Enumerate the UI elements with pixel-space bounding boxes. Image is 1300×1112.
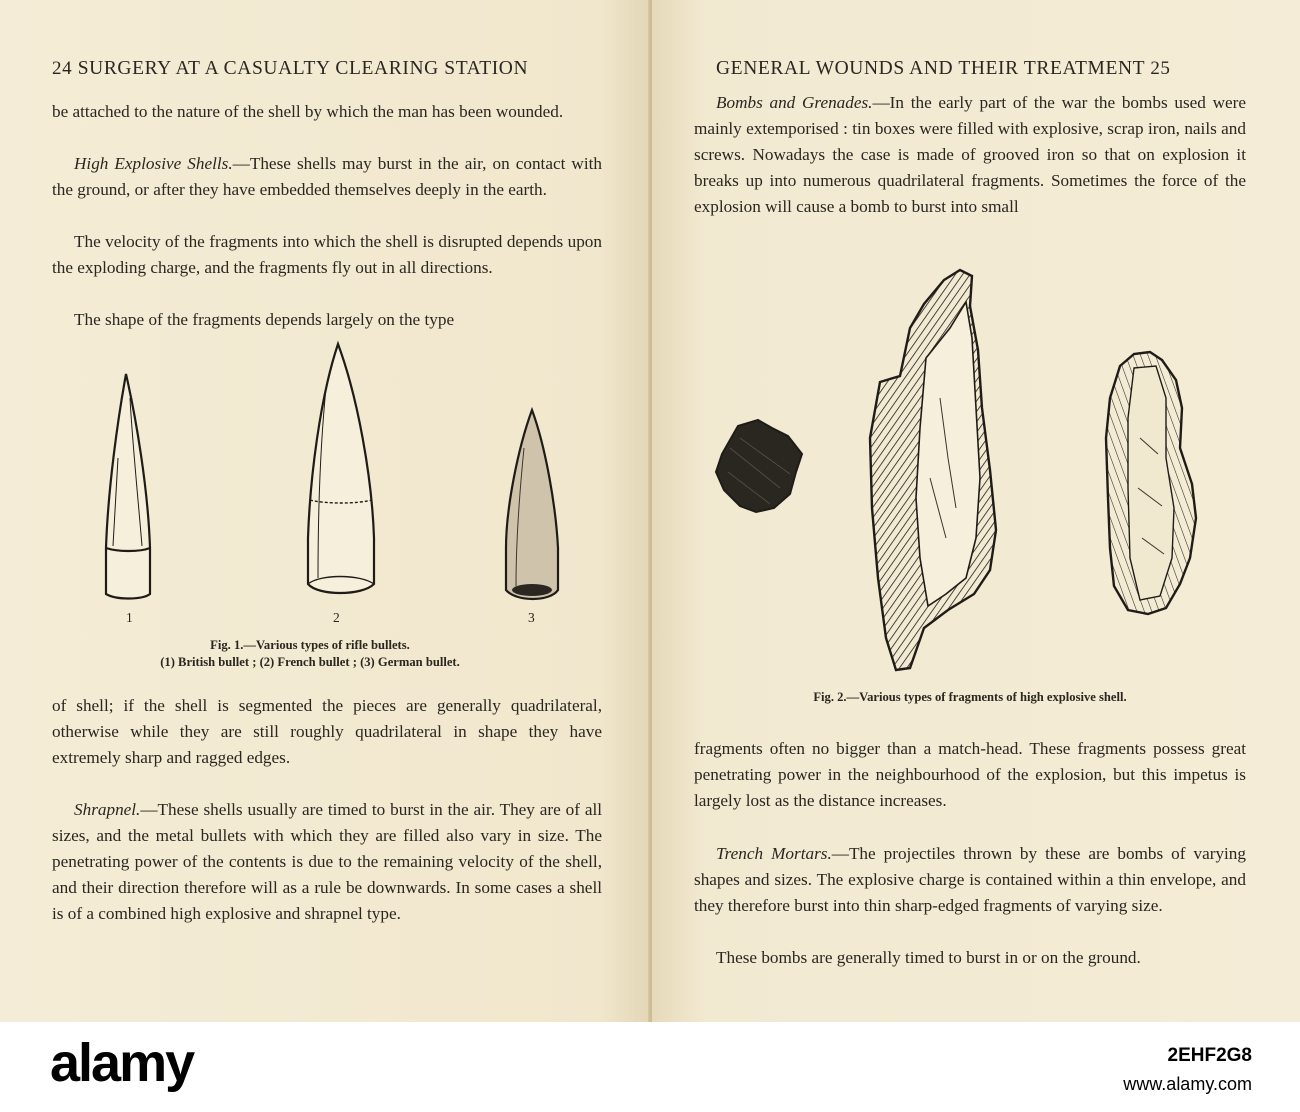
- heading-shrapnel: Shrapnel.: [74, 800, 141, 819]
- right-paragraph-3: [694, 841, 1246, 919]
- french-bullet-drawing: [308, 344, 374, 593]
- german-bullet-drawing: [506, 410, 558, 599]
- figure-1-label-1: 1: [126, 610, 133, 625]
- figure-1-caption-line-1: Fig. 1.—Various types of rifle bullets.: [210, 638, 410, 652]
- image-id: 2EHF2G8: [1167, 1045, 1252, 1066]
- right-paragraph-3-text: —The projectiles thrown by these are bombs of varying shapes and sizes. The explosive charge is contained within a thin envelope, and they therefore burst into thin sharp-edged fragments of varying size.: [694, 844, 1246, 915]
- alamy-logo: alamy: [50, 1033, 194, 1093]
- heading-bombs-and-grenades: Bombs and Grenades.: [716, 93, 873, 112]
- left-paragraph-5: of shell; if the shell is segmented the pieces are generally quadrilateral, otherwise while they are still roughly quadrilateral in shape they have extremely sharp and ragged edges.: [52, 696, 602, 767]
- figure-1-label-2: 2: [333, 610, 340, 625]
- left-paragraph-4-text: The shape of the fragments depends largely on the type: [74, 310, 455, 329]
- right-paragraph-1: [694, 90, 1246, 220]
- right-paragraph-4-text: These bombs are generally timed to burst in or on the ground.: [716, 948, 1141, 967]
- left-paragraph-2-text: —These shells may burst in the air, on contact with the ground, or after they have embedded themselves deeply in the earth.: [52, 154, 602, 199]
- figure-1-rifle-bullets: [80, 338, 580, 608]
- figure-1-caption: [130, 637, 490, 671]
- right-page: [652, 0, 1300, 1022]
- stock-site-url: www.alamy.com: [1123, 1074, 1252, 1094]
- figure-2-shell-fragments: [710, 258, 1230, 678]
- left-paragraph-1: be attached to the nature of the shell by which the man has been wounded.: [52, 102, 564, 121]
- elongated-fragment-drawing: [1106, 352, 1196, 614]
- small-fragment-drawing: [716, 420, 802, 512]
- left-paragraph-3: [52, 229, 602, 281]
- image-id-block: [1123, 1042, 1252, 1098]
- left-paragraph-2: [52, 151, 602, 203]
- right-paragraph-1-text: —In the early part of the war the bombs used were mainly extemporised : tin boxes were filled with explosive, scrap iron, nails and screws. Nowadays the case is made of grooved iron so that on explosion it breaks up into numerous quadrilateral fragments. Sometimes the force of the explosion will cause a bomb to burst into small: [694, 93, 1246, 216]
- left-paragraph-4: [52, 307, 602, 333]
- left-page-header: [52, 58, 528, 80]
- heading-trench-mortars: Trench Mortars.: [716, 844, 832, 863]
- british-bullet-drawing: [106, 374, 150, 599]
- figure-2-caption: Fig. 2.—Various types of fragments of high explosive shell.: [813, 690, 1127, 704]
- left-page-number: 24: [52, 58, 73, 79]
- right-paragraph-2: fragments often no bigger than a match-head. These fragments possess great penetrating power in the neighbourhood of the explosion, but this impetus is largely lost as the distance increases.: [694, 739, 1246, 810]
- large-fragment-drawing: [870, 270, 996, 670]
- right-page-header: [716, 58, 1171, 80]
- left-paragraph-6-text: —These shells usually are timed to burst in the air. They are of all sizes, and the metal bullets with which they are filled also vary in size. The penetrating power of the contents is due to the remaining velocity of the shell, and their direction therefore will as a rule be downwards. In some cases a shell is of a combined high explosive and shrapnel type.: [52, 800, 602, 923]
- figure-1-label-3: 3: [528, 610, 535, 625]
- heading-high-explosive-shells: High Explosive Shells.: [74, 154, 233, 173]
- right-page-running-title: GENERAL WOUNDS AND THEIR TREATMENT: [716, 58, 1145, 79]
- left-page: [0, 0, 650, 1022]
- left-page-running-title: SURGERY AT A CASUALTY CLEARING STATION: [77, 58, 529, 79]
- right-page-number: 25: [1150, 58, 1171, 79]
- footer-bar: [0, 1022, 1300, 1112]
- figure-1-caption-line-2: (1) British bullet ; (2) French bullet ; (3) German bullet.: [160, 655, 460, 669]
- left-paragraph-6: [52, 797, 602, 927]
- right-paragraph-4: [694, 945, 1246, 971]
- left-paragraph-3-text: The velocity of the fragments into which the shell is disrupted depends upon the exploding charge, and the fragments fly out in all directions.: [52, 232, 602, 277]
